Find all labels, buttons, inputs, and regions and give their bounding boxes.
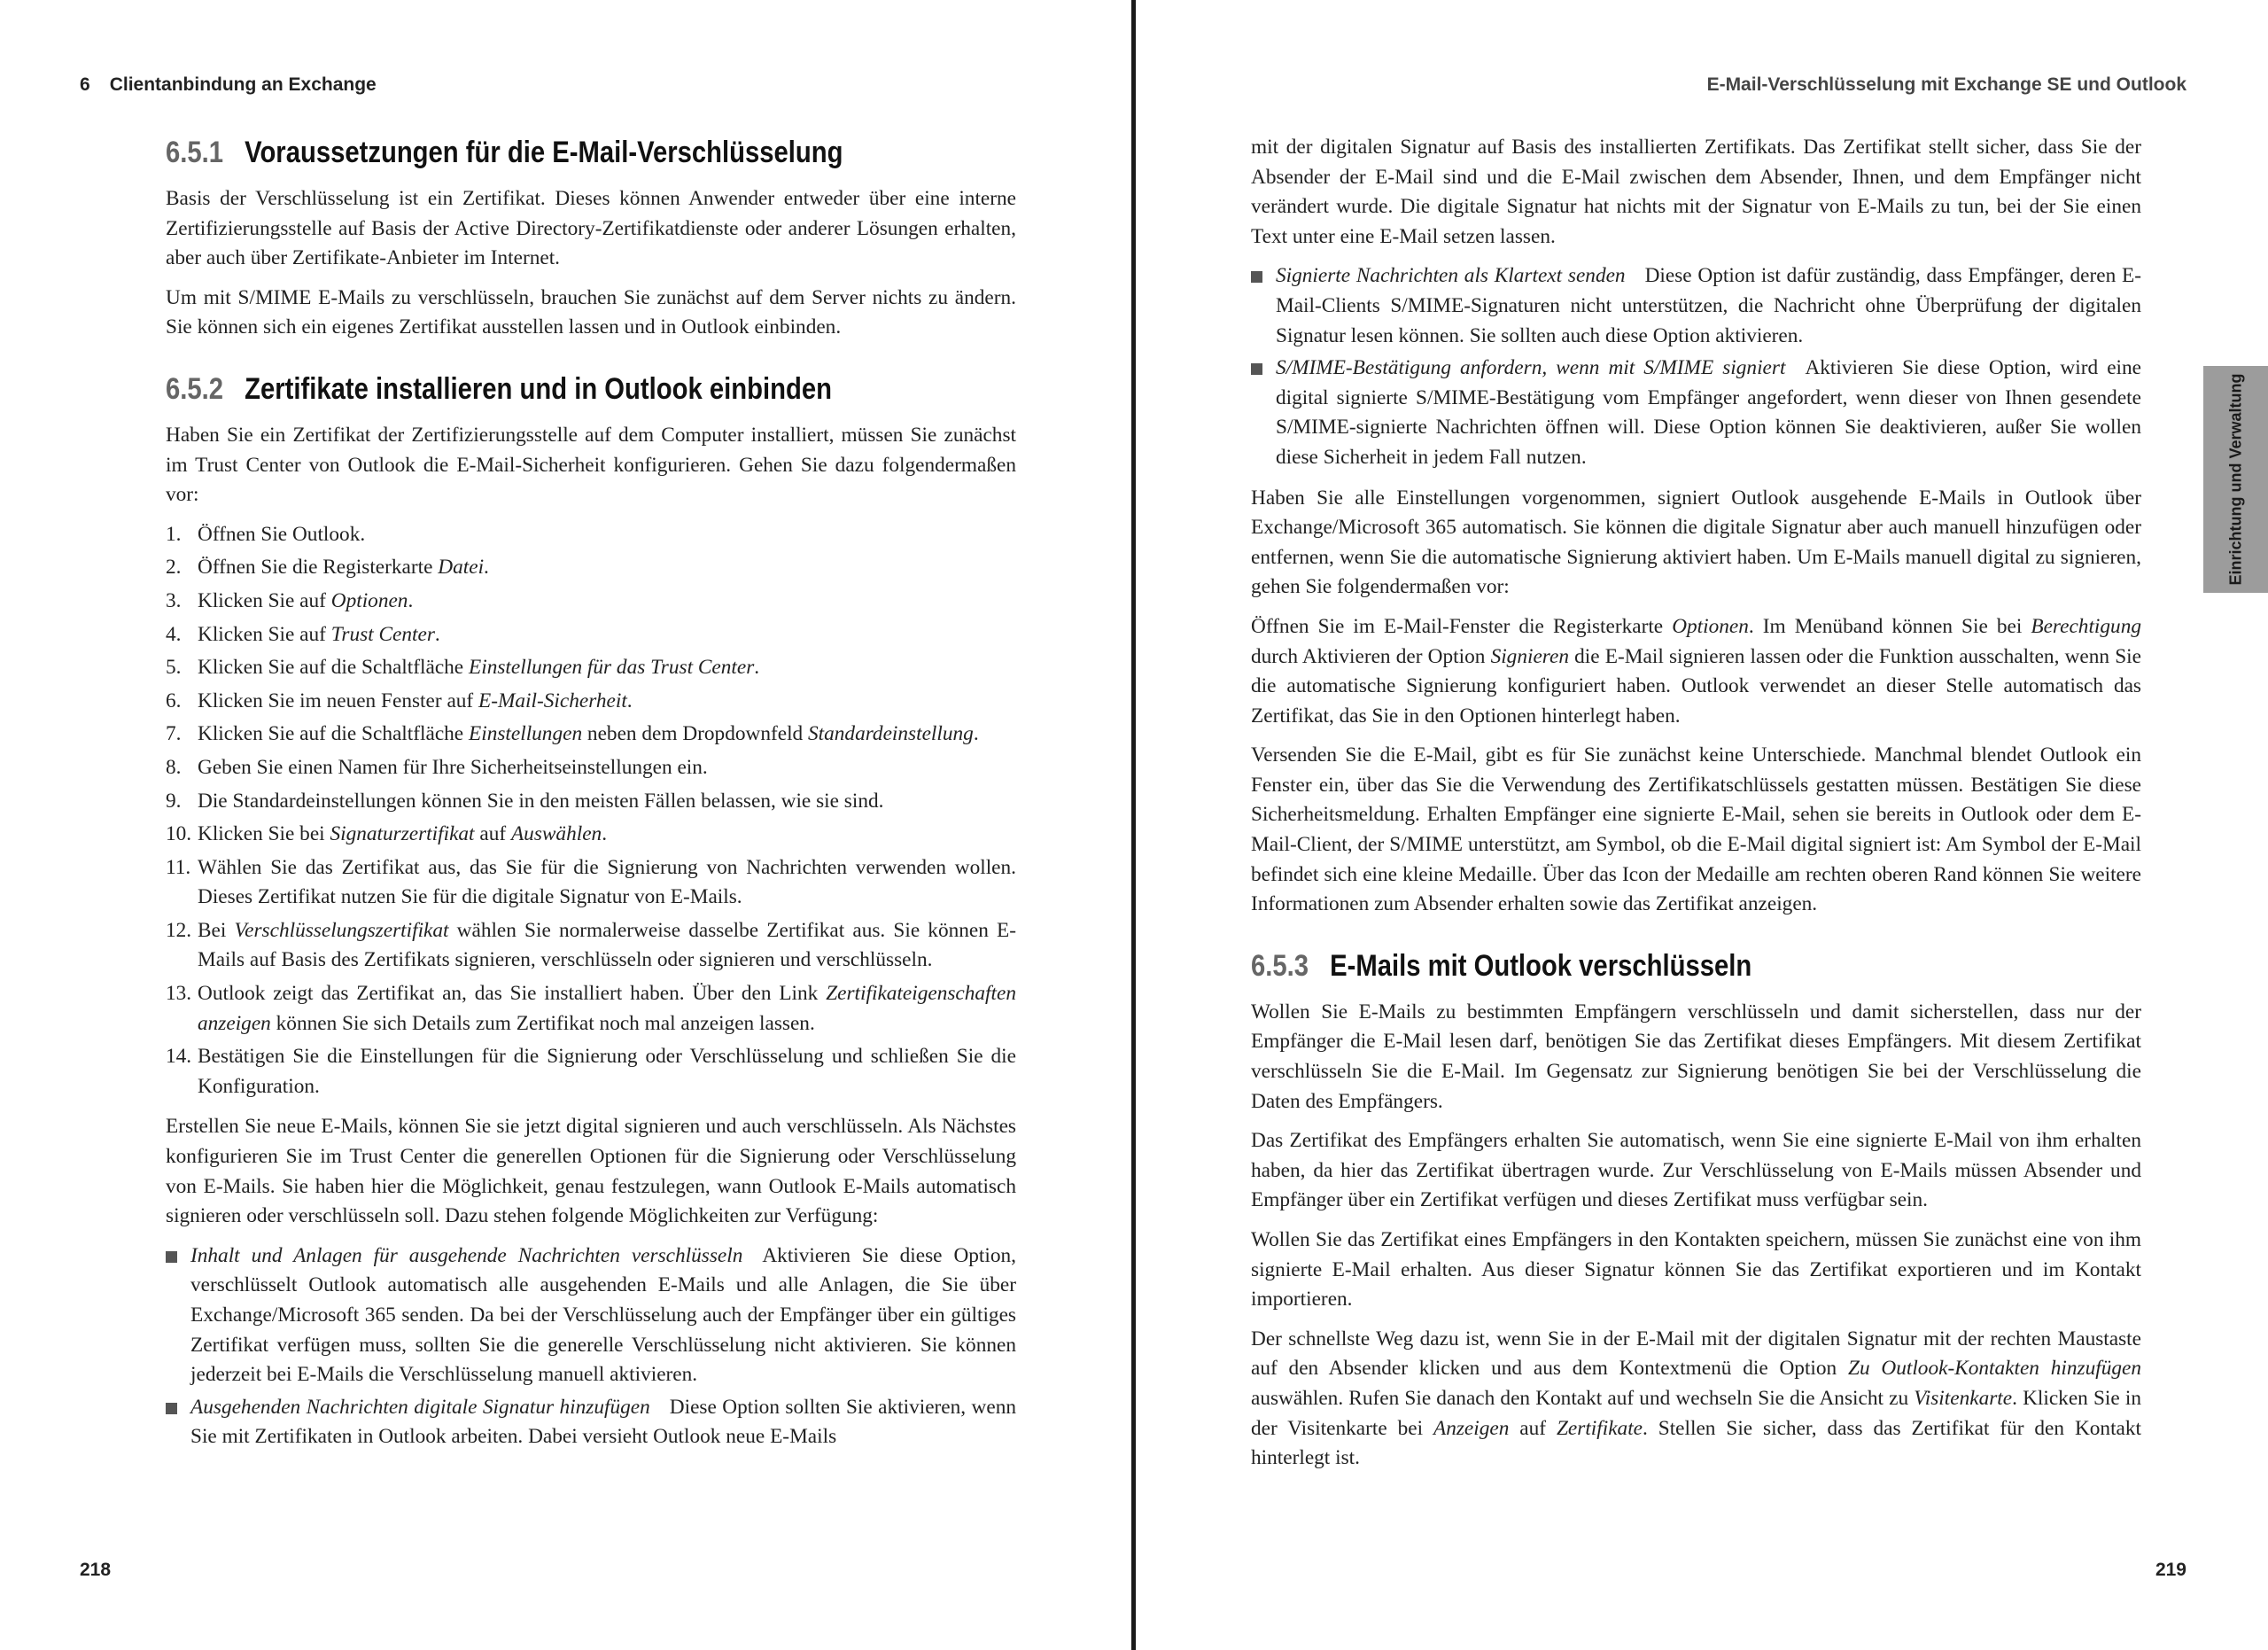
- side-tab-label: Einrichtung und Verwaltung: [2226, 373, 2244, 586]
- paragraph: mit der digitalen Signatur auf Basis des installierten Zertifikats. Das Zertifikat stellt sicher, dass Sie der Absender der E-Mail sind und die E-Mail zwischen dem Absender, Ihnen, und dem Empfänger nicht verändert wurde. Die digitale Signatur hat nichts mit der Signatur von E-Mails zu tun, bei der Sie einen Text unter eine E-Mail setzen lassen.: [1251, 136, 2141, 248]
- right-page: [1136, 0, 2268, 1650]
- list-item: 5. Klicken Sie auf die Schaltfläche Einstellungen für das Trust Center.: [166, 656, 760, 680]
- paragraph: Wollen Sie das Zertifikat eines Empfängers in den Kontakten speichern, müssen Sie zunächst eine von ihm signierte E-Mail erhalten. Aus dieser Signatur können Sie das Zertifikat exportieren und im Kontakt importieren.: [1251, 1228, 2141, 1311]
- list-item: 11. Wählen Sie das Zertifikat aus, das Sie für die Signierung von Nachrichten verwenden wollen. Dieses Zertifikat nutzen Sie für die digitale Signatur von E-Mails.: [166, 855, 1016, 909]
- options-list-right: [1251, 261, 2141, 472]
- page-number-right: 219: [2155, 1560, 2186, 1580]
- list-item: 13. Outlook zeigt das Zertifikat an, das Sie installiert haben. Über den Link Zertifikateigenschaften anzeigen können Sie sich Details zum Zertifikat noch mal anzeigen lassen.: [166, 982, 1016, 1035]
- option-term: Ausgehenden Nachrichten digitale Signatur hinzufügen: [190, 1395, 650, 1419]
- section-number: 6.5.1: [166, 136, 224, 169]
- list-item: 6. Klicken Sie im neuen Fenster auf E-Mail-Sicherheit.: [166, 689, 633, 712]
- list-item: 2. Öffnen Sie die Registerkarte Datei.: [166, 556, 489, 580]
- bullet-square-icon: [1251, 271, 1262, 283]
- paragraph: Das Zertifikat des Empfängers erhalten Sie automatisch, wenn Sie eine signierte E-Mail von ihm erhalten haben, da hier das Zertifikat übertragen wurde. Zur Verschlüsselung von E-Mails müssen Absender und Empfänger über ein Zertifikat verfügen und dieses Zertifikat muss verfügbar sein.: [1251, 1129, 2141, 1212]
- option-text: Diese Option ist dafür zuständig, dass Empfänger, deren E-Mail-Clients S/MIME-Signaturen nicht unterstützen, die Nachricht ohne Überprüfung der digitalen Signatur lesen können. Sie sollten auch diese Option aktivieren.: [1276, 264, 2142, 347]
- list-item: 12. Bei Verschlüsselungszertifikat wählen Sie normalerweise dasselbe Zertifikat aus. Sie können E-Mails auf Basis des Zertifikats signieren, verschlüsseln oder signieren und verschlüsseln.: [166, 918, 1017, 972]
- running-head-left: [80, 74, 377, 96]
- section-number: 6.5.2: [166, 371, 224, 406]
- list-item: 7. Klicken Sie auf die Schaltfläche Einstellungen neben dem Dropdownfeld Standardeinstellung.: [166, 722, 979, 746]
- option-term: S/MIME-Bestätigung anfordern, wenn mit S/MIME signiert: [1276, 356, 1786, 380]
- chapter-title: Clientanbindung an Exchange: [109, 74, 377, 95]
- paragraph: Haben Sie ein Zertifikat der Zertifizierungsstelle auf dem Computer installiert, müssen Sie zunächst im Trust Center von Outlook die E-Mail-Sicherheit konfigurieren. Gehen Sie dazu folgendermaßen vor:: [166, 423, 1016, 507]
- left-text-column: [166, 124, 1016, 1463]
- running-head-right: E-Mail-Verschlüsselung mit Exchange SE und Outlook: [1706, 74, 2186, 95]
- paragraph: Basis der Verschlüsselung ist ein Zertifikat. Dieses können Anwender entweder über eine interne Zertifizierungsstelle auf Basis der Active Directory-Zertifikatdienste oder anderer Lösungen erhalten, aber auch über Zertifikate-Anbieter im Internet.: [166, 187, 1016, 270]
- section-heading-6-5-2: [166, 370, 897, 409]
- option-text: Diese Option sollten Sie aktivieren, wenn Sie mit Zertifikaten in Outlook arbeiten. Dabei versieht Outlook neue E-Mails: [190, 1395, 1017, 1449]
- section-number: 6.5.3: [1251, 948, 1309, 983]
- bullet-square-icon: [166, 1251, 177, 1263]
- page-number-left: 218: [80, 1560, 112, 1580]
- list-item: [1251, 261, 2141, 351]
- list-item: 8. Geben Sie einen Namen für Ihre Sicherheitseinstellungen ein.: [166, 755, 708, 779]
- list-item: 10. Klicken Sie bei Signaturzertifikat auf Auswählen.: [166, 822, 608, 846]
- option-text: Aktivieren Sie diese Option, verschlüsselt Outlook automatisch alle ausgehenden E-Mails und alle Anlagen, die Sie über Exchange/Microsoft 365 senden. Da bei der Verschlüsselung auch der Empfänger über ein gültiges Zertifikat verfügen muss, sollten Sie die generelle Verschlüsselung nicht aktivieren. Sie können jederzeit bei E-Mails die Verschlüsselung manuell aktivieren.: [190, 1243, 1016, 1387]
- list-item: 1. Öffnen Sie Outlook.: [166, 522, 366, 546]
- option-text: Aktivieren Sie diese Option, wird eine digital signierte S/MIME-Bestätigung vom Empfänger angefordert, wenn dieser von Ihnen gesendete S/MIME-signierte Nachrichten öffnen will. Diese Option können Sie deaktivieren, außer Sie wollen diese Sicherheit in jedem Fall nutzen.: [1276, 356, 2141, 469]
- bullet-square-icon: [1251, 363, 1262, 375]
- list-item: [1251, 354, 2141, 472]
- section-heading-6-5-1: [166, 133, 897, 172]
- paragraph: Der schnellste Weg dazu ist, wenn Sie in der E-Mail mit der digitalen Signatur mit der rechten Maustaste auf den Absender klicken und aus dem Kontextmenü die Option Zu Outlook-Kontakten hinzufügen auswählen. Rufen Sie danach den Kontakt auf und wechseln Sie die Ansicht zu Visitenkarte. Klicken Sie in der Visitenkarte bei Anzeigen auf Zertifikate. Stellen Sie sicher, dass das Zertifikat für den Kontakt hinterlegt ist.: [1251, 1327, 2142, 1470]
- section-title: Voraussetzungen für die E-Mail-Verschlüsselung: [245, 136, 843, 169]
- paragraph: Öffnen Sie im E-Mail-Fenster die Registerkarte Optionen. Im Menüband können Sie bei Berechtigung durch Aktivieren der Option Signieren die E-Mail signieren lassen oder die Funktion ausschalten, wenn Sie die automatische Signierung konfiguriert haben. Outlook verwendet an dieser Stelle automatisch das Zertifikat, das Sie in den Optionen hinterlegt haben.: [1251, 614, 2141, 728]
- chapter-side-tab: [2203, 366, 2268, 593]
- left-page: [0, 0, 1131, 1650]
- list-item: [166, 1241, 1016, 1390]
- list-item: 3. Klicken Sie auf Optionen.: [166, 588, 414, 612]
- list-item: 14. Bestätigen Sie die Einstellungen für die Signierung oder Verschlüsselung und schließen Sie die Konfiguration.: [166, 1045, 1016, 1098]
- list-item: 4. Klicken Sie auf Trust Center.: [166, 622, 440, 646]
- option-term: Signierte Nachrichten als Klartext senden: [1276, 264, 1626, 288]
- chapter-number: 6: [80, 74, 90, 95]
- section-title: Zertifikate installieren und in Outlook einbinden: [245, 371, 832, 406]
- option-term: Inhalt und Anlagen für ausgehende Nachrichten verschlüsseln: [190, 1243, 743, 1267]
- bullet-square-icon: [166, 1403, 177, 1414]
- paragraph: Erstellen Sie neue E-Mails, können Sie sie jetzt digital signieren und auch verschlüsseln. Als Nächstes konfigurieren Sie im Trust Center die generellen Optionen für die Signierung oder Verschlüsselung von E-Mails. Sie haben hier die Möglichkeit, genau festzulegen, wann Outlook E-Mails automatisch signieren oder verschlüsseln soll. Dazu stehen folgende Möglichkeiten zur Verfügung:: [166, 1115, 1016, 1228]
- paragraph: Haben Sie alle Einstellungen vorgenommen, signiert Outlook ausgehende E-Mails in Outlook über Exchange/Microsoft 365 automatisch. Sie können die digitale Signatur aber auch manuell hinzufügen oder entfernen, wenn Sie die automatische Signierung aktiviert haben. Um E-Mails manuell digital zu signieren, gehen Sie folgendermaßen vor:: [1251, 486, 2141, 599]
- paragraph: Versenden Sie die E-Mail, gibt es für Sie zunächst keine Unterschiede. Manchmal blendet Outlook ein Fenster ein, über das Sie die Verwendung des Zertifikatschlüssels gestatten müssen. Bestätigen Sie diese Sicherheitsmeldung. Erhalten Empfänger eine signierte E-Mail, sehen sie bereits in Outlook oder dem E-Mail-Client, der S/MIME unterstützt, am Symbol, ob die E-Mail digital signiert ist: Am Symbol der E-Mail befindet sich eine kleine Medaille. Über das Icon der Medaille am rechten oberen Rand können Sie weitere Informationen zum Absender erhalten sowie das Zertifikat anzeigen.: [1251, 743, 2141, 916]
- steps-list: [166, 520, 1016, 1102]
- options-list-left: [166, 1241, 1016, 1452]
- right-text-column: [1251, 133, 2141, 1483]
- list-item: [166, 1393, 1016, 1452]
- paragraph: Wollen Sie E-Mails zu bestimmten Empfängern verschlüsseln und damit sicherstellen, dass nur der Empfänger die E-Mail lesen darf, benötigen Sie das Zertifikat dieses Empfängers. Mit diesem Zertifikat verschlüsseln Sie die E-Mail. Im Gegensatz zur Signierung benötigen Sie bei der Verschlüsselung die Daten des Empfängers.: [1251, 1000, 2141, 1113]
- section-heading-6-5-3: [1251, 946, 2016, 985]
- paragraph: Um mit S/MIME E-Mails zu verschlüsseln, brauchen Sie zunächst auf dem Server nichts zu ändern. Sie können sich ein eigenes Zertifikat ausstellen lassen und in Outlook einbinden.: [166, 285, 1016, 339]
- list-item: 9. Die Standardeinstellungen können Sie in den meisten Fällen belassen, wie sie sind.: [166, 789, 884, 813]
- section-title: E-Mails mit Outlook verschlüsseln: [1330, 948, 1752, 983]
